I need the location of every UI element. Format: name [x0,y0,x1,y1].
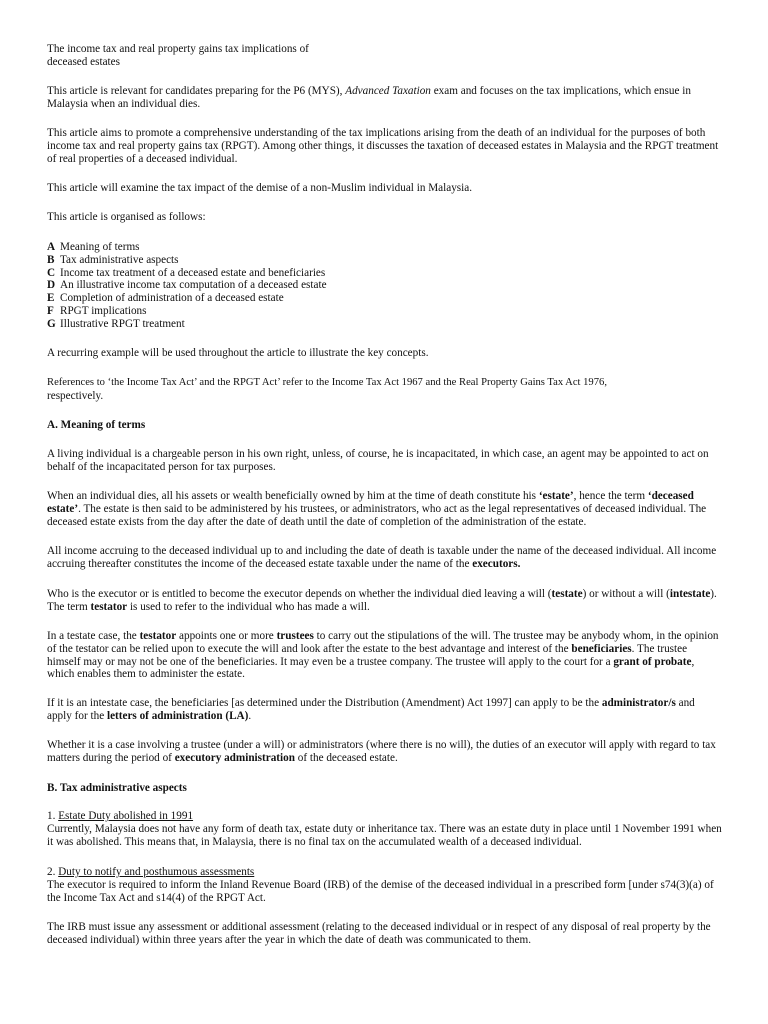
section-a-heading-text: A. Meaning of terms [47,419,146,431]
title-line-1: The income tax and real property gains tax implications of [47,43,309,55]
text-run: ). The term [47,588,717,613]
references-line-1: References to ‘the Income Tax Act’ and the RPGT Act’ refer to the Income Tax Act 1967 and the Real Property Gains Tax Act 1976, [47,377,607,388]
term-executory-administration: executory administration [174,751,295,764]
intro-paragraph-1 [47,85,722,111]
text-run: appoints one or more [176,630,277,642]
term-trustees: trustees [276,630,314,642]
intro-text-b: exam and focuses on the tax implications, which ensue in Malaysia when an individual dies. [47,85,691,110]
text-run: If it is an intestate case, the beneficiaries [as determined under the Distribution (Amendment) Act 1997] can apply to be the [47,697,602,709]
toc-letter: B [47,253,55,266]
intro-text-a: This article is relevant for candidates preparing for the P6 (MYS), [47,85,346,97]
section-b-heading [47,782,722,795]
section-b-subsection-1 [47,810,722,848]
toc-text: Completion of administration of a deceased estate [60,292,284,305]
subsection-number: 2. [47,866,59,878]
term-administrators: administrator/s [601,697,676,709]
toc-item [47,241,722,254]
term-deceased-estate: ‘deceased estate’ [47,490,694,515]
text-run: Who is the executor or is entitled to become the executor depends on whether the individual died leaving a will ( [47,588,552,600]
text-run: In a testate case, the [47,630,140,642]
term-testator: testator [139,630,177,642]
section-b-subsection-2 [47,866,722,904]
text-run: . The estate is then said to be administered by his trustees, or administrators, who act as the legal representatives of deceased individual. The deceased estate exists from the day after the date of death until the date of completion of the administration of the estate. [47,502,707,528]
toc-item [47,279,722,292]
term-testate: testate [551,588,583,600]
article-title [47,43,347,69]
toc-letter: A [47,241,56,253]
toc-item [47,267,722,280]
subsection-number: 1. [47,810,59,822]
text-run: All income accruing to the deceased individual up to and including the date of death is taxable under the name of the deceased individual. All income accruing thereafter constitutes the income of the deceased estate taxable under the name of the [47,545,717,570]
toc-item [47,318,722,331]
text-run: ) or without a will ( [582,588,670,600]
references-note [47,377,722,403]
references-line-2: respectively. [47,389,104,402]
text-run: is used to refer to the individual who has made a will. [127,600,370,613]
subsection-title: Duty to notify and posthumous assessments [58,866,255,878]
text-run: . [248,709,252,722]
toc-text: Illustrative RPGT treatment [60,317,185,330]
term-grant-of-probate: grant of probate [613,655,692,668]
section-a-paragraph-7 [47,739,722,765]
toc-text: Meaning of terms [60,241,140,253]
toc-item [47,254,722,267]
term-beneficiaries: beneficiaries [571,642,632,655]
section-b-heading-text: B. Tax administrative aspects [47,782,187,794]
section-a-paragraph-3 [47,545,722,571]
section-a-paragraph-2 [47,490,722,528]
section-a-paragraph-6 [47,697,722,723]
term-letters-of-administration: letters of administration (LA) [106,709,249,722]
toc-text: Income tax treatment of a deceased estate and beneficiaries [60,266,326,279]
section-a-heading [47,419,722,432]
text-run: , which enables them to administer the estate. [47,655,695,681]
text-run: and apply for the [47,697,695,722]
text-run: to carry out the stipulations of the will. The trustee may be anybody whom, in the opinion of the testator can be relied upon to execute the will and look after the estate to the best advantage and interest of the [47,630,719,655]
text-run: , hence the term [573,490,648,502]
term-executors: executors. [472,557,521,570]
section-a-paragraph-5 [47,630,722,681]
toc-item [47,305,722,318]
exam-name: Advanced Taxation [345,85,431,97]
term-estate: ‘estate’ [538,490,574,502]
recurring-example-note: A recurring example will be used throughout the article to illustrate the key concepts. [47,347,429,359]
toc-text: RPGT implications [60,304,147,317]
text-run: When an individual dies, all his assets or wealth beneficially owned by him at the time of death constitute his [47,490,539,502]
toc-letter: E [47,292,55,305]
section-a-paragraph-1: A living individual is a chargeable person in his own right, unless, of course, he is incapacitated, in which case, an agent may be appointed to act on behalf of the incapacitated person for tax purposes. [47,448,709,473]
section-a-paragraph-4 [47,588,722,614]
toc-letter: G [47,317,56,330]
subsection-body: The executor is required to inform the Inland Revenue Board (IRB) of the demise of the deceased individual in a prescribed form [under s74(3)(a) of the Income Tax Act and s14(4) of the RPGT Act. [47,878,714,904]
text-run: of the deceased estate. [294,751,398,764]
text-run: Whether it is a case involving a trustee (under a will) or administrators (where there is no will), the duties of an executor will apply with regard to tax matters during the period of [47,739,716,764]
section-b-paragraph: The IRB must issue any assessment or additional assessment (relating to the deceased individual or in respect of any disposal of real property by the deceased individual) within three years after the year in which the date of death was communicated to them. [47,921,711,946]
toc-text: An illustrative income tax computation of a deceased estate [60,279,327,292]
table-of-contents [47,241,722,331]
toc-letter: F [47,304,54,317]
toc-text: Tax administrative aspects [60,253,179,266]
toc-letter: C [47,266,56,279]
title-line-2: deceased estates [47,55,120,68]
text-run: . The trustee himself may or may not be one of the beneficiaries. It may even be a trustee company. The trustee will apply to the court for a [47,642,688,668]
intro-paragraph-4: This article is organised as follows: [47,211,206,223]
toc-letter: D [47,279,56,292]
intro-paragraph-3: This article will examine the tax impact of the demise of a non-Muslim individual in Malaysia. [47,182,473,194]
toc-item [47,292,722,305]
subsection-title: Estate Duty abolished in 1991 [58,810,194,822]
term-testator: testator [90,600,128,613]
subsection-body: Currently, Malaysia does not have any form of death tax, estate duty or inheritance tax. There was an estate duty in place until 1 November 1991 when it was abolished. This means that, in Malaysia, there is no final tax on the accumulated wealth of a deceased individual. [47,822,722,848]
term-intestate: intestate [669,588,711,600]
intro-paragraph-2: This article aims to promote a comprehensive understanding of the tax implications arising from the death of an individual for the purposes of both income tax and real property gains tax (RPGT). Among other things, it discusses the taxation of deceased estates in Malaysia and the RPGT treatment of real properties of a deceased individual. [47,127,719,165]
